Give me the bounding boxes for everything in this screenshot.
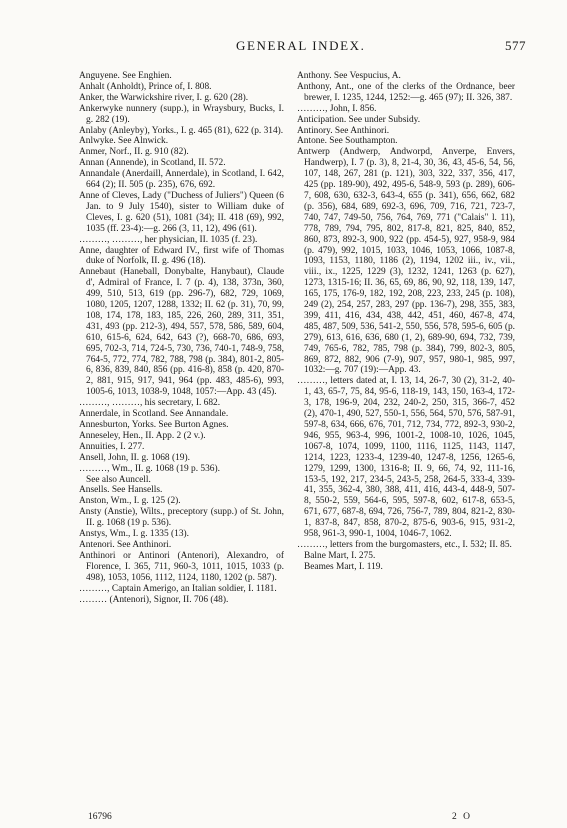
index-entry: Anguyene. See Enghien. <box>79 71 172 81</box>
sheet-mark: 2 O <box>452 812 472 822</box>
index-entry: Ansells. See Hansells. <box>79 485 163 496</box>
index-entry: Anthinori or Antinori (Antenori), Alexandro, of Florence, I. 365, 711, 960-3, 1011, 1015, 1033 (p. 498), 1053, 1056, 1112, 1124, 1180, 1202 (p. 587). <box>79 550 284 583</box>
left-column <box>79 71 284 801</box>
index-entry: Anker, the Warwickshire river, I. g. 620 (28). <box>79 92 249 103</box>
index-entry: Ansty (Anstie), Wilts., preceptory (supp.) of St. John, II. g. 1068 (19 p. 536). <box>79 507 284 529</box>
index-entry: ………, ………, his secretary, I. 682. <box>79 398 221 409</box>
index-entry: ………, John, I. 856. <box>297 103 377 114</box>
index-entry: Anthony, Ant., one of the clerks of the Ordnance, beer brewer, I. 1235, 1244, 1252:—g. 465 (97); II. 326, 387. <box>297 81 515 103</box>
running-header <box>0 38 567 56</box>
index-entry: Antinory. See Anthinori. <box>297 125 390 136</box>
index-entry: Anlwyke. See Alnwick. <box>79 136 169 147</box>
index-entry: Annerdale, in Scotland. See Annandale. <box>79 409 229 420</box>
index-entry: Antone. See Southampton. <box>297 136 398 147</box>
index-entry: Anneseley, Hen., II. App. 2 (2 v.). <box>79 430 206 441</box>
index-entry: Anticipation. See under Subsidy. <box>297 114 421 125</box>
page-footer <box>0 812 567 824</box>
index-entry: Anthony. See Vespucius, A. <box>297 71 401 81</box>
index-entry: Anmer, Norf., II. g. 910 (82). <box>79 147 189 158</box>
index-entry: Anhalt (Anholdt), Prince of, I. 808. <box>79 81 212 92</box>
index-entry: Annebaut (Haneball, Donybalte, Hanybaut), Claude d', Admiral of France, I. 7 (p. 4), 138, 373n, 360, 499, 510, 513, 619 (pp. 296-7), 682, 729, 1069, 1080, 1205, 1207, 1288, 1332; II. 62 (p. 31), 70, 99, 108, 174, 178, 183, 185, 226, 260, 289, 311, 351, 431, 493 (pp. 212-3), 494, 557, 578, 586, 589, 604, 610, 615-6, 624, 642, 643 (?), 668-70, 686, 693, 695, 702-3, 714, 724-5, 730, 736, 740-1, 748-9, 758, 764-5, 772, 774, 782, 788, 798 (p. 384), 801-2, 805-6, 836, 839, 840, 856 (pp. 416-8), 858 (p. 420, 870-2, 881, 915, 917, 941, 964 (pp. 483, 485-6), 993, 1005-6, 1013, 1038-9, 1048, 1057:—App. 43 (45). <box>79 267 284 398</box>
page-number: 577 <box>505 38 526 53</box>
index-entry: ………, letters dated at, I. 13, 14, 26-7, 30 (2), 31-2, 40-1, 43, 65-7, 75, 84, 95-6, 118-19, 143, 150, 163-4, 172-3, 178, 196-9, 204, 232, 240-2, 250, 315, 366-7, 452 (2), 470-1, 490, 527, 550-1, 556, 564, 570, 576, 587-91, 597-8, 634, 666, 676, 701, 712, 734, 772, 892-3, 930-2, 946, 955, 963-4, 996, 1001-2, 1008-10, 1026, 1045, 1067-8, 1074, 1099, 1100, 1116, 1125, 1143, 1147, 1214, 1223, 1233-4, 1239-40, 1247-8, 1256, 1265-6, 1279, 1299, 1300, 1316-8; II. 9, 66, 74, 92, 111-16, 153-5, 192, 217, 234-5, 243-5, 258, 264-5, 333-4, 339-41, 355, 362-4, 380, 388, 411, 416, 443-4, 448-9, 507-8, 550-2, 559, 564-6, 595, 597-8, 602, 617-8, 653-5, 671, 677, 687-8, 694, 726, 756-7, 789, 804, 821-2, 830-1, 837-8, 847, 858, 870-2, 875-6, 903-6, 915, 931-2, 958, 961-3, 990-1, 1004, 1046-7, 1062. <box>297 376 515 540</box>
index-entry: ………, ………, her physician, II. 1035 (f. 23). <box>79 234 258 245</box>
index-entry: Ansell, John, II. g. 1068 (19). <box>79 452 190 463</box>
index-entry: Antenori. See Anthinori. <box>79 539 172 550</box>
signature-mark: 16796 <box>88 812 112 822</box>
index-entry: Antwerp (Andwerp, Andworpd, Anverpe, Envers, Handwerp), I. 7 (p. 3), 8, 21-4, 30, 36, 43, 45-6, 54, 56, 107, 148, 267, 281 (p. 121), 303, 322, 337, 356, 417, 425 (pp. 189-90), 492, 495-6, 548-9, 593 (p. 289), 606-7, 608, 630, 632-3, 643-4, 655 (p. 341), 656, 662, 682 (p. 356), 684, 689, 692-3, 696, 709, 716, 721, 723-7, 740, 747, 749-50, 756, 764, 769, 771 ("Calais" l. 11), 778, 789, 794, 795, 802, 817-8, 821, 825, 840, 852, 860, 873, 892-3, 900, 922 (pp. 454-5), 927, 958-9, 984 (p. 479), 992, 1015, 1033, 1046, 1053, 1066, 1087-8, 1093, 1153, 1180, 1186 (2), 1194, 1202 iii., iv., vii., viii., ix., 1225, 1229 (3), 1232, 1241, 1263 (p. 627), 1273, 1315-16; II. 36, 65, 69, 86, 90, 92, 118, 139, 147, 165, 175, 176-9, 182, 192, 208, 223, 233, 245 (p. 108), 249 (2), 254, 257, 283, 297 (pp. 136-7), 298, 355, 383, 399, 411, 416, 434, 438, 442, 451, 460, 467-8, 474, 485, 487, 509, 536, 541-2, 550, 556, 578, 595-6, 605 (p. 279), 613, 616, 636, 680 (1, 2), 689-90, 694, 732, 739, 749, 765-6, 782, 785, 798 (p. 384), 799, 802-3, 805, 869, 872, 882, 906 (7-9), 907, 957, 980-1, 985, 997, 1032:—g. 707 (19):—App. 43. <box>297 147 515 376</box>
index-entry: Annan (Annende), in Scotland, II. 572. <box>79 158 226 169</box>
index-entry: ………, letters from the burgomasters, etc., I. 532; II. 85. <box>297 539 512 550</box>
index-entry: Anlaby (Anleyby), Yorks., I. g. 465 (81), 622 (p. 314). <box>79 125 284 136</box>
right-column <box>297 71 515 801</box>
index-entry: See also Auncell. <box>86 474 151 485</box>
index-entry: ………, Captain Amerigo, an Italian soldier, I. 1181. <box>79 583 277 594</box>
index-entry: Ankerwyke nunnery (supp.), in Wraysbury, Bucks, I. g. 282 (19). <box>79 103 284 125</box>
index-entry: Anne of Cleves, Lady ("Duchess of Juliers") Queen (6 Jan. to 9 July 1540), sister to William duke of Cleves, I. g. 620 (51), 1081 (34); II. 418 (69), 992, 1035 (ff. 23-4):—g. 266 (3, 11, 12), 496 (61). <box>79 190 284 234</box>
index-entry: Anstys, Wm., I. g. 1335 (13). <box>79 529 189 540</box>
index-entry: Balne Mart, I. 275. <box>304 550 376 561</box>
index-entry: Anston, Wm., I. g. 125 (2). <box>79 496 181 507</box>
index-entry: Annandale (Anerdaill, Annerdale), in Scotland, I. 642, 664 (2); II. 505 (p. 235), 676, 692. <box>79 169 284 191</box>
index-entry: Anne, daughter of Edward IV., first wife of Thomas duke of Norfolk, II. g. 496 (18). <box>79 245 284 267</box>
index-entry: ……… (Antenori), Signor, II. 706 (48). <box>79 594 229 605</box>
index-entry: Beames Mart, I. 119. <box>304 561 383 572</box>
index-entry: Annuities, I. 277. <box>79 441 145 452</box>
index-entry: ………, Wm., II. g. 1068 (19 p. 536). <box>79 463 220 474</box>
page-title: GENERAL INDEX. <box>236 38 366 53</box>
index-entry: Annesburton, Yorks. See Burton Agnes. <box>79 420 229 430</box>
